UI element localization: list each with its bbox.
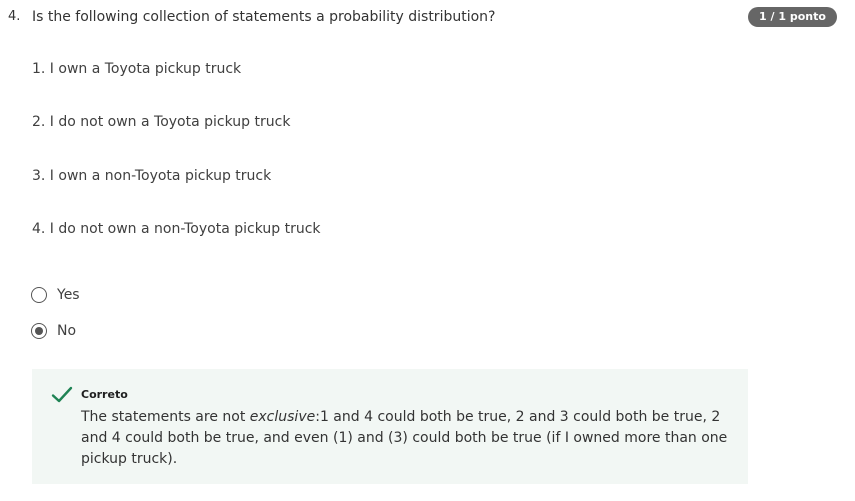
statement-3: 3. I own a non-Toyota pickup truck: [32, 168, 272, 184]
feedback-text-end: :1 and 4 could both be true, 2 and 3 could both be true, 2 and 4 could both be true, and even (1) and (3) could both be true (if I owned more than one pickup truck).: [81, 409, 728, 467]
feedback-panel: [32, 369, 748, 484]
question-text: Is the following collection of statements a probability distribution?: [32, 9, 496, 25]
checkmark-icon: [51, 386, 73, 404]
question-number: 4.: [8, 9, 21, 24]
statement-2: 2. I do not own a Toyota pickup truck: [32, 114, 291, 130]
option-yes[interactable]: [31, 285, 80, 305]
feedback-text-start: The statements are not: [81, 409, 250, 425]
option-no-label: No: [57, 323, 77, 339]
option-no[interactable]: [31, 321, 76, 341]
radio-dot: [35, 327, 43, 335]
statement-1: 1. I own a Toyota pickup truck: [32, 61, 242, 77]
feedback-text: [81, 407, 741, 470]
feedback-text-emphasis: exclusive: [249, 409, 316, 425]
radio-selected-icon[interactable]: [31, 323, 47, 339]
option-yes-label: Yes: [57, 287, 80, 303]
radio-unselected-icon[interactable]: [31, 287, 47, 303]
score-badge: 1 / 1 ponto: [748, 7, 837, 27]
statement-4: 4. I do not own a non-Toyota pickup truck: [32, 221, 321, 237]
feedback-title: Correto: [81, 388, 128, 401]
